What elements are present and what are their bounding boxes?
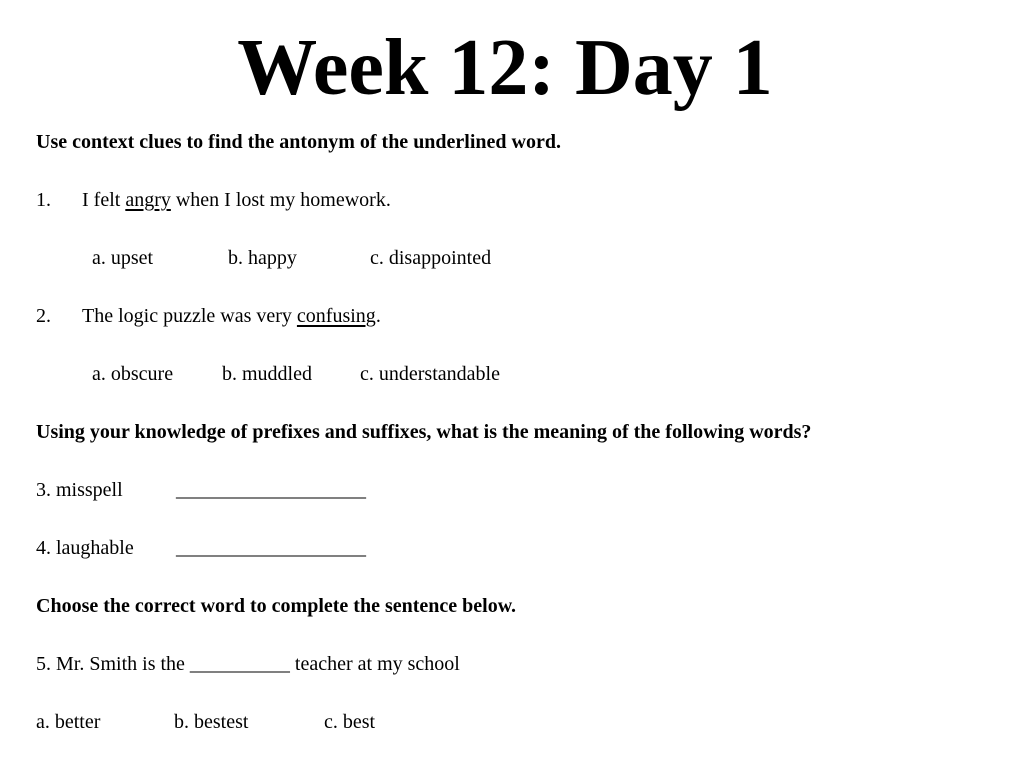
question-1-option-c: c. disappointed [370, 247, 492, 269]
question-2-number: 2. [36, 305, 51, 327]
question-2-option-c: c. understandable [360, 363, 500, 385]
question-1-underlined-word: angry [125, 189, 171, 211]
question-1-text [82, 188, 391, 212]
question-1-option-a: a. upset [92, 247, 154, 269]
question-1-number: 1. [36, 189, 51, 211]
question-1-text-after: when I lost my homework. [170, 189, 391, 211]
question-4-answer-blank: ___________________ [176, 537, 366, 559]
question-2-option-a: a. obscure [92, 363, 174, 385]
page-title: Week 12: Day 1 [237, 24, 773, 112]
question-3-answer-blank: ___________________ [176, 479, 366, 501]
question-5-option-a: a. better [36, 711, 101, 733]
question-1-text-before: I felt [82, 189, 126, 211]
instruction-antonyms: Use context clues to find the antonym of the underlined word. [36, 131, 561, 153]
question-5-text: 5. Mr. Smith is the __________ teacher at my school [36, 653, 460, 675]
question-2-underlined-word: confusing [296, 305, 376, 327]
question-2-option-b: b. muddled [222, 363, 312, 385]
question-2-text-before: The logic puzzle was very [82, 305, 297, 327]
instruction-prefixes-suffixes: Using your knowledge of prefixes and suffixes, what is the meaning of the following words? [36, 421, 812, 443]
question-5-option-b: b. bestest [174, 711, 249, 733]
question-2-text-after: . [375, 305, 381, 327]
question-2-text [82, 304, 381, 328]
instruction-correct-word: Choose the correct word to complete the sentence below. [36, 595, 517, 617]
question-1-option-b: b. happy [228, 247, 297, 269]
question-3-word: 3. misspell [36, 479, 123, 501]
question-4-word: 4. laughable [36, 537, 134, 559]
question-5-option-c: c. best [324, 711, 376, 733]
